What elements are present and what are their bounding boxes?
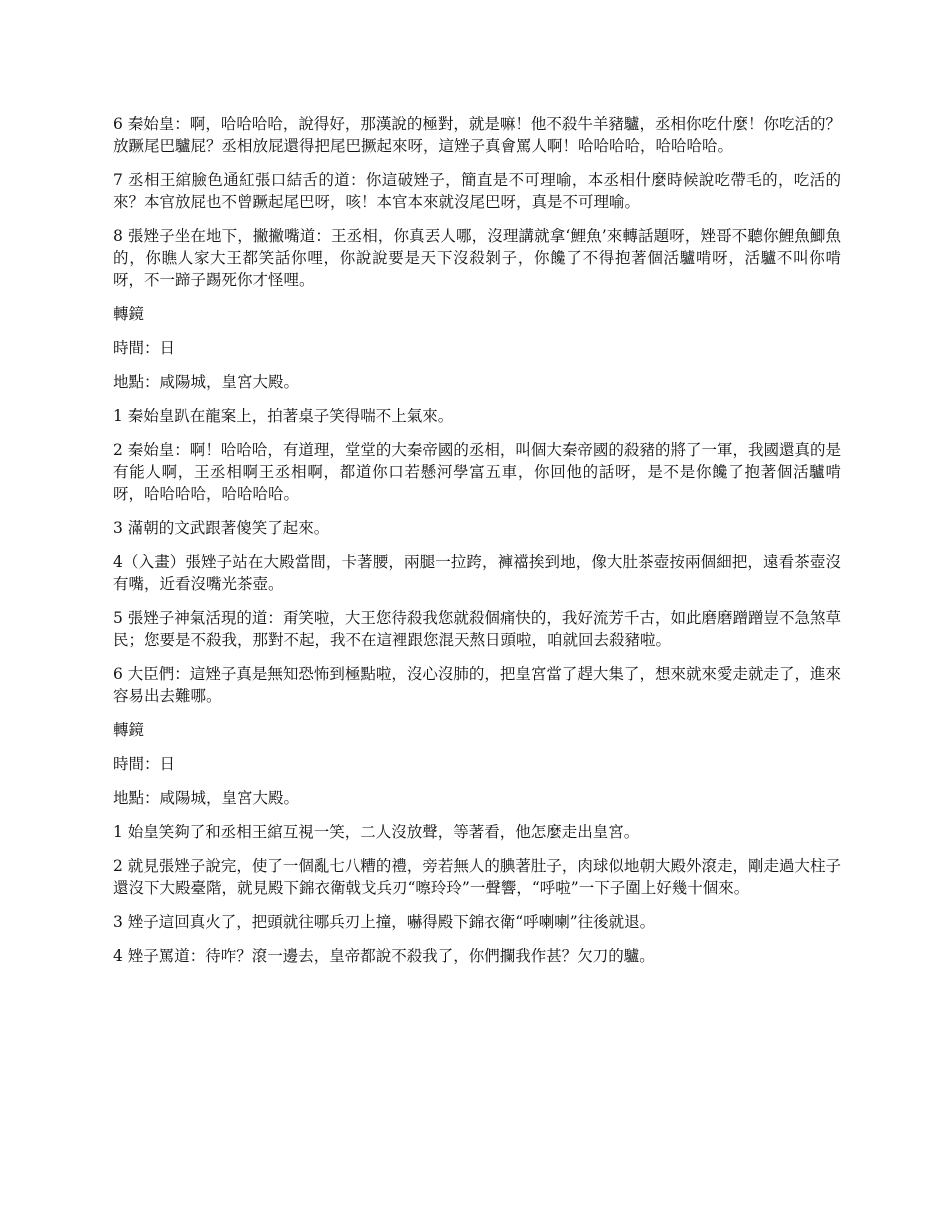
- scene-time: 時間：日: [113, 339, 176, 357]
- paragraph: 3 矬子這回真火了，把頭就往哪兵刃上撞，嚇得殿下錦衣衛“呼喇喇”往後就退。: [113, 913, 656, 931]
- paragraph: 1 始皇笑夠了和丞相王綰互視一笑，二人沒放聲，等著看，他怎麼走出皇宮。: [113, 823, 640, 841]
- paragraph: 2 秦始皇：啊！哈哈哈，有道理，堂堂的大秦帝國的丞相，叫個大秦帝國的殺豬的將了一軍，我國還真的是有能人啊，王丞相啊王丞相啊，都道你口若懸河學富五車，你回他的話呀，是不是你饞了抱著個活驢啃呀，哈哈哈哈，哈哈哈哈。: [113, 441, 841, 503]
- paragraph: 6 秦始皇：啊，哈哈哈哈，說得好，那漢說的極對，就是嘛！他不殺牛羊豬驢，丞相你吃什麼！你吃活的？放蹶尾巴驢屁？丞相放屁還得把尾巴撅起來呀，這矬子真會罵人啊！哈哈哈哈，哈哈哈哈。: [113, 115, 841, 155]
- paragraph: 8 張矬子坐在地下，撇撇嘴道：王丞相，你真丟人哪，沒理講就拿‘鯉魚’來轉話題呀，矬哥不聽你鯉魚鯽魚的，你瞧人家大王都笑話你哩，你說說要是天下沒殺剝子，你饞了不得抱著個活驢啃呀，活驢不叫你啃呀，不一蹄子踢死你才怪哩。: [113, 227, 841, 289]
- paragraph: 1 秦始皇趴在龍案上，拍著桌子笑得喘不上氣來。: [113, 407, 454, 425]
- paragraph: 3 滿朝的文武跟著傻笑了起來。: [113, 519, 330, 537]
- paragraph: 4（入畫）張矬子站在大殿當間，卡著腰，兩腿一拉跨，褲襠挨到地，像大肚茶壺按兩個細把，遠看茶壺沒有嘴，近看沒嘴光茶壺。: [113, 553, 841, 593]
- scene-location: 地點：咸陽城，皇宮大殿。: [113, 373, 300, 391]
- scene-location: 地點：咸陽城，皇宮大殿。: [113, 789, 300, 807]
- scene-time: 時間：日: [113, 755, 176, 773]
- paragraph: 5 張矬子神氣活現的道：甭笑啦，大王您待殺我您就殺個痛快的，我好流芳千古，如此磨磨蹭蹭豈不急煞草民；您要是不殺我，那對不起，我不在這裡跟您混天熬日頭啦，咱就回去殺豬啦。: [113, 609, 841, 649]
- paragraph: 7 丞相王綰臉色通紅張口結舌的道：你這破矬子，簡直是不可理喻，本丞相什麼時候說吃帶毛的，吃活的來？本官放屁也不曾蹶起尾巴呀，咳！本官本來就沒尾巴呀，真是不可理喻。: [113, 171, 841, 211]
- document-body: [113, 113, 841, 979]
- paragraph: 2 就見張矬子說完，使了一個亂七八糟的禮，旁若無人的腆著肚子，肉球似地朝大殿外滾走，剛走過大柱子還沒下大殿臺階，就見殿下錦衣衛戟戈兵刃“嚓玲玲”一聲響，“呼啦”一下子圍上好幾十個來。: [113, 857, 841, 897]
- scene-transition: 轉鏡: [113, 305, 145, 323]
- paragraph: 6 大臣們：這矬子真是無知恐怖到極點啦，沒心沒肺的，把皇宮當了趕大集了，想來就來愛走就走了，進來容易出去難哪。: [113, 665, 841, 705]
- paragraph: 4 矬子罵道：待咋？滾一邊去，皇帝都說不殺我了，你們攔我作甚？欠刀的驢。: [113, 947, 655, 965]
- scene-transition: 轉鏡: [113, 721, 145, 739]
